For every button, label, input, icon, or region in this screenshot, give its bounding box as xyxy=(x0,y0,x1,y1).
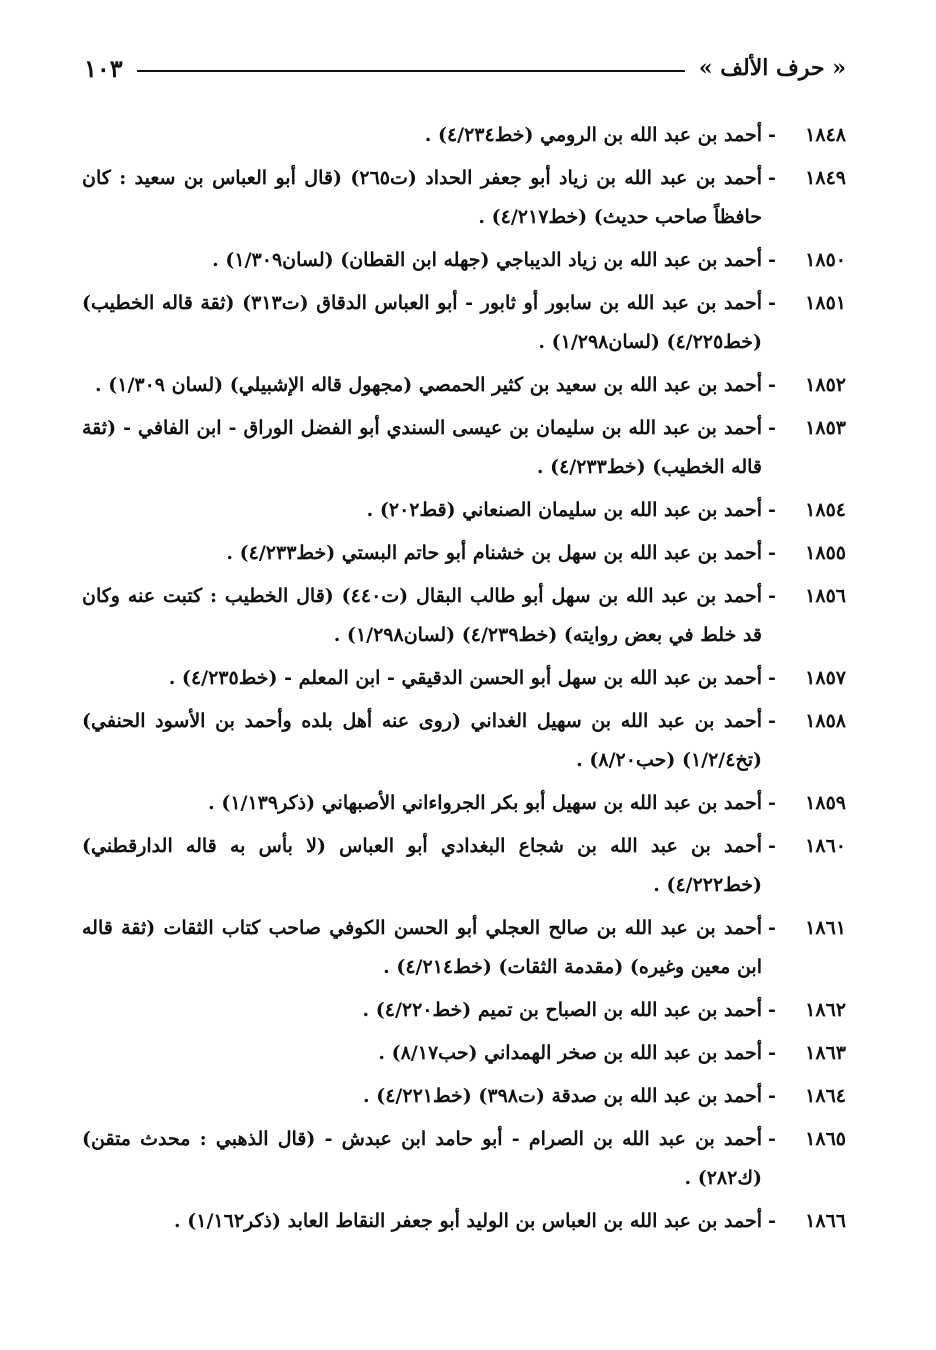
entry-text: أحمد بن عبد الله بن الصرام - أبو حامد ابن عبدش - (قال الذهبي : محدث متقن) (ك٢٨٢) . xyxy=(82,1128,762,1189)
entry-number: ١٨٥٥ xyxy=(805,542,846,564)
entry-separator: - xyxy=(768,792,776,814)
list-item xyxy=(82,491,846,530)
entry-number: ١٨٤٨ xyxy=(805,124,846,146)
list-item xyxy=(82,159,846,237)
entry-text: أحمد بن عبد الله بن العباس بن الوليد أبو جعفر النقاط العابد (ذكر١/١٦٢) . xyxy=(174,1210,762,1232)
list-item xyxy=(82,659,846,698)
entry-separator: - xyxy=(768,710,776,732)
entry-number: ١٨٦٠ xyxy=(805,835,846,857)
entry-text: أحمد بن عبد الله بن سهل أبو طالب البقال (ت٤٤٠) (قال الخطيب : كتبت عنه وكان قد خلط في بعض روايته) (خط٤/٢٣٩) (لسان١/٢٩٨) . xyxy=(82,585,763,646)
entry-number: ١٨٥٩ xyxy=(805,792,846,814)
list-item xyxy=(82,991,846,1030)
entry-number: ١٨٦٦ xyxy=(805,1210,846,1232)
entry-separator: - xyxy=(768,1042,776,1064)
entry-separator: - xyxy=(768,417,776,439)
list-item xyxy=(82,1120,846,1198)
entry-separator: - xyxy=(768,917,776,939)
page-header xyxy=(84,48,846,88)
list-item xyxy=(82,409,846,487)
entry-separator: - xyxy=(768,667,776,689)
list-item xyxy=(82,702,846,780)
entry-number: ١٨٥٤ xyxy=(805,499,846,521)
entry-separator: - xyxy=(768,167,776,189)
list-item xyxy=(82,1202,846,1241)
page-number: ١٠٣ xyxy=(84,53,123,83)
entry-number: ١٨٥١ xyxy=(805,292,846,314)
chapter-title: « حرف الألف » xyxy=(698,55,846,81)
entry-separator: - xyxy=(768,292,776,314)
entry-separator: - xyxy=(768,374,776,396)
entry-number: ١٨٦١ xyxy=(805,917,846,939)
entry-text: أحمد بن عبد الله بن شجاع البغدادي أبو العباس (لا بأس به قاله الدارقطني) (خط٤/٢٢٢) . xyxy=(82,835,762,896)
entry-separator: - xyxy=(768,999,776,1021)
entry-separator: - xyxy=(768,499,776,521)
list-item xyxy=(82,366,846,405)
list-item xyxy=(82,827,846,905)
entry-separator: - xyxy=(768,249,776,271)
entry-text: أحمد بن عبد الله بن زياد أبو جعفر الحداد (ت٢٦٥) (قال أبو العباس بن سعيد : كان حافظاً صاحب حديث) (خط٤/٢١٧) . xyxy=(82,167,762,228)
list-item xyxy=(82,909,846,987)
header-rule xyxy=(137,70,685,72)
entry-number: ١٨٥٨ xyxy=(805,710,846,732)
list-item xyxy=(82,577,846,655)
list-item xyxy=(82,116,846,155)
entry-number: ١٨٦٣ xyxy=(805,1042,846,1064)
entry-separator: - xyxy=(768,1085,776,1107)
entry-number: ١٨٥٦ xyxy=(805,585,846,607)
entry-text: أحمد بن عبد الله بن سليمان بن عيسى السندي أبو الفضل الوراق - ابن الفافي - (ثقة قاله الخطيب) (خط٤/٢٣٣) . xyxy=(82,417,762,478)
entries-list xyxy=(82,116,846,1245)
entry-separator: - xyxy=(768,124,776,146)
entry-separator: - xyxy=(768,1128,776,1150)
entry-number: ١٨٦٢ xyxy=(805,999,846,1021)
entry-text: أحمد بن عبد الله بن صالح العجلي أبو الحسن الكوفي صاحب كتاب الثقات (ثقة قاله ابن معين وغيره) (مقدمة الثقات) (خط٤/٢١٤) . xyxy=(82,917,762,978)
entry-text: أحمد بن عبد الله بن الرومي (خط٤/٢٣٤) . xyxy=(424,124,762,146)
entry-text: أحمد بن عبد الله بن سهيل أبو بكر الجرواءاني الأصبهاني (ذكر١/١٣٩) . xyxy=(208,792,762,814)
entry-text: أحمد بن عبد الله بن زياد الديباجي (جهله ابن القطان) (لسان١/٣٠٩) . xyxy=(212,249,762,271)
entry-number: ١٨٥٢ xyxy=(805,374,846,396)
entry-text: أحمد بن عبد الله بن صدقة (ت٣٩٨) (خط٤/٢٢١) . xyxy=(362,1085,762,1107)
entry-number: ١٨٥٣ xyxy=(805,417,846,439)
list-item xyxy=(82,784,846,823)
list-item xyxy=(82,241,846,280)
entry-separator: - xyxy=(768,1210,776,1232)
list-item xyxy=(82,534,846,573)
entry-text: أحمد بن عبد الله بن سليمان الصنعاني (قط٢٠٢) . xyxy=(366,499,762,521)
entry-number: ١٨٥٧ xyxy=(805,667,846,689)
entry-separator: - xyxy=(768,835,776,857)
entry-number: ١٨٥٠ xyxy=(805,249,846,271)
list-item xyxy=(82,1077,846,1116)
list-item xyxy=(82,1034,846,1073)
entry-text: أحمد بن عبد الله بن سهل بن خشنام أبو حاتم البستي (خط٤/٢٣٣) . xyxy=(226,542,762,564)
entry-text: أحمد بن عبد الله بن سهل أبو الحسن الدقيقي - ابن المعلم - (خط٤/٢٣٥) . xyxy=(168,667,762,689)
entry-text: أحمد بن عبد الله بن سابور أو ثابور - أبو العباس الدقاق (ت٣١٣) (ثقة قاله الخطيب) (خط٤/٢٢٥) (لسان١/٢٩٨) . xyxy=(82,292,762,353)
list-item xyxy=(82,284,846,362)
entry-number: ١٨٦٥ xyxy=(805,1128,846,1150)
entry-text: أحمد بن عبد الله بن سعيد بن كثير الحمصي (مجهول قاله الإشبيلي) (لسان ١/٣٠٩) . xyxy=(95,374,762,396)
entry-text: أحمد بن عبد الله بن سهيل الغداني (روى عنه أهل بلده وأحمد بن الأسود الحنفي) (تخ١/٢/٤) (حب٨/٢٠) . xyxy=(82,710,762,771)
entry-text: أحمد بن عبد الله بن صخر الهمداني (حب٨/١٧) . xyxy=(378,1042,762,1064)
entry-separator: - xyxy=(768,542,776,564)
entry-text: أحمد بن عبد الله بن الصباح بن تميم (خط٤/٢٢٠) . xyxy=(362,999,762,1021)
entry-separator: - xyxy=(768,585,776,607)
entry-number: ١٨٤٩ xyxy=(805,167,846,189)
entry-number: ١٨٦٤ xyxy=(805,1085,846,1107)
